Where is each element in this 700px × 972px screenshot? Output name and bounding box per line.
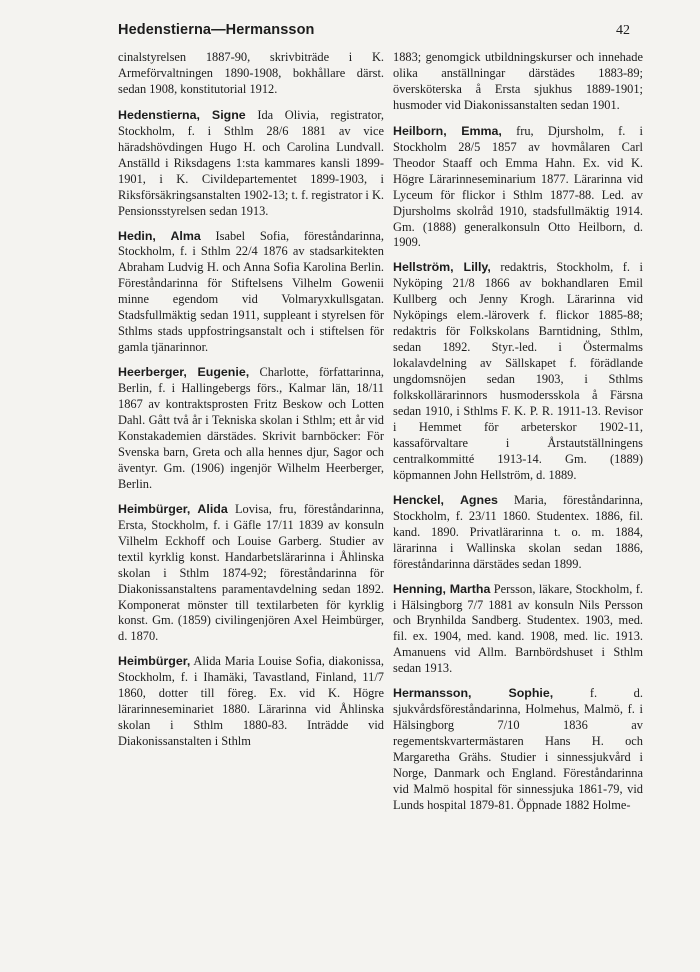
- entry: [393, 260, 643, 483]
- entry-text: Lovisa, fru, föreståndarinna, Ersta, Stockholm, f. i Gäfle 17/11 1839 av konsuln Vilhelm Eckhoff och Louise Garberg. Studier av textil kyrklig konst. Handarbetslärarinna i Åhlinska skolan i Sthlm 1874-92; föreståndarinna för Diakonissanstaltens paramentavdelning sedan 1892. Komponerat mönster till textilarbeten för kyrklig konst. Gm. (1859) civilingenjören Axel Heimbürger, d. 1870.: [118, 501, 384, 644]
- entry-text: Persson, läkare, Stockholm, f. i Hälsingborg 7/7 1881 av konsuln Nils Persson och Brynhilda Sandberg. Studentex. 1903, med. fil. ex. 1904, med. kand. 1908, med. lic. 1913. Amanuens vid Allm. Barnbördshuset i Sthlm sedan 1913.: [393, 581, 643, 676]
- entry: [118, 108, 384, 220]
- page-number: 42: [616, 23, 630, 38]
- entry-name: Hedin, Alma: [118, 228, 201, 243]
- entry-text: cinalstyrelsen 1887-90, skrivbiträde i K. Armeförvaltningen 1890-1908, bokhållare därst. sedan 1908, konstitutorial 1912.: [118, 50, 384, 96]
- entry-name: Heimbürger,: [118, 654, 191, 669]
- entry-name: Hellström, Lilly,: [393, 260, 491, 275]
- right-column: [393, 50, 643, 823]
- entry-text: redaktris, Stockholm, f. i Nyköping 21/8 1866 av bokhandlaren Emil Kullberg och Jenny Krogh. Lärarinna vid Nyköpings elem.-läroverk f. flickor 1885-88; redaktris för Folkskolans Barntidning, Sthlm, sedan 1892. Styr.-led. i Östermalms lokalavdelning av Sällskapet f. förädlande ungdomsnöjen sedan 1903, i Sthlms folkskollärarinnors husmodersskola å Färsna sedan 1910, i Sthlms F. K. P. R. 1911-13. Revisor i Hemmet för arbeterskor 1902-11, kassaförvaltare i Årstautställningens centralkommitté 1913-14. Gm. (1889) köpmannen John Hellström, d. 1889.: [393, 260, 643, 482]
- entry-text: f. d. sjukvårdsföreståndarinna, Holmehus, Malmö, f. i Hälsingborg 7/10 1836 av regementskvartermästaren Hans H. och Margaretha Grähs. Studier i sinnessjukvård i Norge, Danmark och England. Föreståndarinna vid Malmö hospital för sinnessjuka 1861-79, vid Lunds hospital 1879-81. Öppnade 1882 Holme-: [393, 686, 643, 812]
- entry: [393, 582, 643, 678]
- entry-text: 1883; genomgick utbildningskurser och innehade olika anställningar därstädes 1883-89; översköterska å Ersta sjukhus 1889-1901; husmoder vid Diakonissanstalten sedan 1901.: [393, 50, 643, 112]
- running-title: Hedenstierna—Hermansson: [118, 22, 315, 38]
- entry: [118, 654, 384, 750]
- entry-text: Isabel Sofia, föreståndarinna, Stockholm, f. i Sthlm 22/4 1876 av stadsarkitekten Abraham Ludvig H. och Anna Sofia Karolina Berlin. Föreståndarinna för Stiftelsens Vilhelm Gowenii minne egendom vid Volmaryxkullsgatan. Stadsfullmäktig sedan 1911, suppleant i styrelsen för Sthlms stads uppfostringsanstalt och i stiftelsen för gamla tjänarinnor.: [118, 228, 384, 355]
- entry: [118, 502, 384, 646]
- entry-name: Heerberger, Eugenie,: [118, 365, 250, 380]
- entry-continuation: [118, 50, 384, 98]
- entry-name: Henckel, Agnes: [393, 492, 498, 507]
- entry-text: Ida Olivia, registrator, Stockholm, f. i Sthlm 28/6 1881 av vice häradshövdingen Hugo H. och Carolina Lundvall. Anställd i Riksdagens 1:sta kammares kansli 1899-1901, i K. Civildepartementet 1899-1903, i Riksförsäkringsanstalten 1902-13; t. f. registrator i K. Pensionsstyrelsen sedan 1913.: [118, 107, 384, 218]
- entry-text: fru, Djursholm, f. i Stockholm 28/5 1857 av hovmålaren Carl Theodor Staaff och Emma Hahn. Ex. vid K. Högre Lärarinneseminarium 1877. Lärarinna vid Lyceum för flickor i Sthlm 1877-88. Led. av Djursholms skolråd 1910, stadsfullmäktig 1914. Gm. (1888) generalkonsuln Otto Heilborn, d. 1909.: [393, 123, 643, 250]
- entry-continuation: [393, 50, 643, 114]
- entry-name: Hedenstierna, Signe: [118, 107, 246, 122]
- entry-name: Hermansson, Sophie,: [393, 686, 554, 701]
- page-header: [118, 22, 630, 44]
- entry-text: Alida Maria Louise Sofia, diakonissa, Stockholm, f. i Ihamäki, Tavastland, Finland, 11/7 1860, dotter till föreg. Ex. vid K. Högre lärarinneseminariet 1880. Lärarinna vid Åhlinska skolan i Sthlm 1880-83. Inträdde vid Diakonissanstalten i Sthlm: [118, 654, 384, 749]
- entry-name: Heimbürger, Alida: [118, 501, 228, 516]
- entry: [118, 365, 384, 493]
- entry: [118, 229, 384, 357]
- entry-name: Heilborn, Emma,: [393, 123, 502, 138]
- left-column: [118, 50, 384, 759]
- entry-text: Charlotte, författarinna, Berlin, f. i Hallingebergs förs., Kalmar län, 18/11 1867 av kontraktsprosten Fritz Beskow och Lotten Dahl. Gått två år i Tekniska skolan i Sthlm; ett år vid Konstakademien därstädes. Skrivit barnböcker: För Svenska barn, Greta och alla hennes djur, Sagor och äventyr. Gm. (1906) ingenjör Wilhelm Heerberger, Berlin.: [118, 365, 384, 491]
- entry: [393, 686, 643, 814]
- entry: [393, 493, 643, 573]
- entry-name: Henning, Martha: [393, 581, 491, 596]
- entry: [393, 124, 643, 252]
- entry-text: Maria, föreståndarinna, Stockholm, f. 23/11 1860. Studentex. 1886, fil. kand. 1890. Privatlärarinna t. o. m. 1884, lärarinna i Wallinska skolan sedan 1886, föreståndarinna därstädes sedan 1899.: [393, 492, 643, 571]
